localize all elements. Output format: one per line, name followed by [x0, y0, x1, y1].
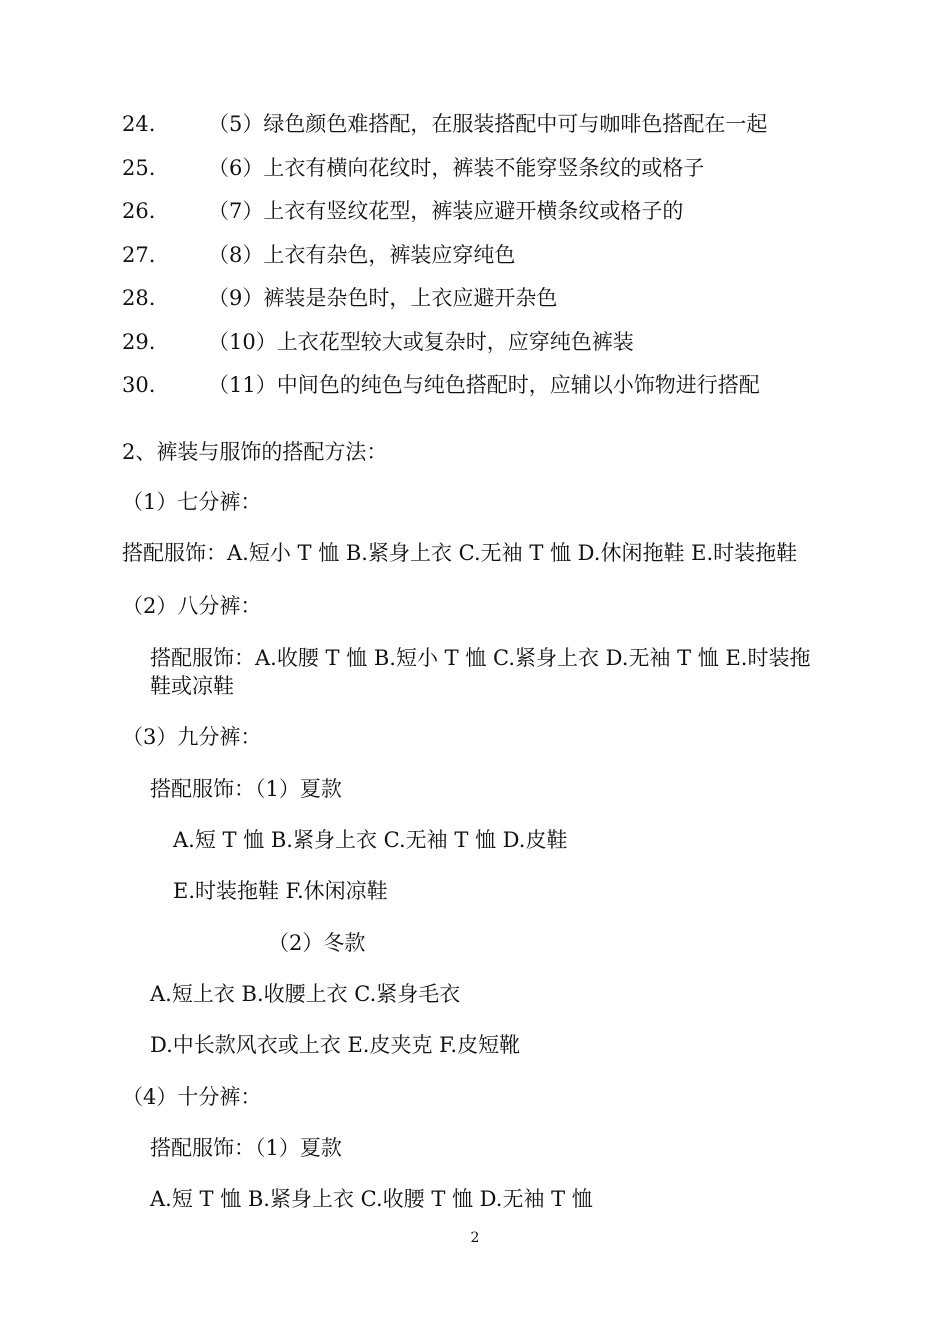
item-text: （7）上衣有竖纹花型，裤装应避开横条纹或格子的: [208, 199, 684, 223]
jiu-fen-summer-label: 搭配服饰：（1）夏款: [150, 777, 342, 801]
qi-fen-title: （1）七分裤：: [122, 490, 262, 514]
item-number: 28.: [122, 286, 156, 310]
item-number: 25.: [122, 156, 156, 180]
shi-fen-summer-line1: A.短 T 恤 B.紧身上衣 C.收腰 T 恤 D.无袖 T 恤: [150, 1187, 593, 1211]
jiu-fen-summer-line1: A.短 T 恤 B.紧身上衣 C.无袖 T 恤 D.皮鞋: [173, 828, 568, 852]
jiu-fen-winter-line2: D.中长款风衣或上衣 E.皮夹克 F.皮短靴: [150, 1033, 521, 1057]
item-number: 26.: [122, 199, 156, 223]
jiu-fen-title: （3）九分裤：: [122, 725, 262, 749]
ba-fen-match-line1: 搭配服饰：A.收腰 T 恤 B.短小 T 恤 C.紧身上衣 D.无袖 T 恤 E.时装拖: [150, 646, 811, 670]
item-text: （5）绿色颜色难搭配，在服装搭配中可与咖啡色搭配在一起: [208, 112, 768, 136]
shi-fen-title: （4）十分裤：: [122, 1085, 262, 1109]
section-heading: 2、裤装与服饰的搭配方法：: [122, 440, 388, 464]
item-number: 29.: [122, 330, 156, 354]
jiu-fen-summer-line2: E.时装拖鞋 F.休闲凉鞋: [173, 879, 388, 903]
item-text: （6）上衣有横向花纹时，裤装不能穿竖条纹的或格子: [208, 156, 705, 180]
jiu-fen-winter-label: （2）冬款: [268, 931, 366, 955]
qi-fen-match: 搭配服饰：A.短小 T 恤 B.紧身上衣 C.无袖 T 恤 D.休闲拖鞋 E.时装拖鞋: [122, 541, 798, 565]
ba-fen-title: （2）八分裤：: [122, 594, 262, 618]
item-number: 24.: [122, 112, 156, 136]
item-number: 30.: [122, 373, 156, 397]
ba-fen-match-line2: 鞋或凉鞋: [150, 674, 234, 698]
shi-fen-summer-label: 搭配服饰：（1）夏款: [150, 1136, 342, 1160]
jiu-fen-winter-line1: A.短上衣 B.收腰上衣 C.紧身毛衣: [150, 982, 461, 1006]
item-text: （9）裤装是杂色时，上衣应避开杂色: [208, 286, 558, 310]
item-text: （10）上衣花型较大或复杂时，应穿纯色裤装: [208, 330, 634, 354]
item-number: 27.: [122, 243, 156, 267]
page-number: 2: [470, 1230, 480, 1246]
item-text: （8）上衣有杂色，裤装应穿纯色: [208, 243, 516, 267]
item-text: （11）中间色的纯色与纯色搭配时，应辅以小饰物进行搭配: [208, 373, 760, 397]
